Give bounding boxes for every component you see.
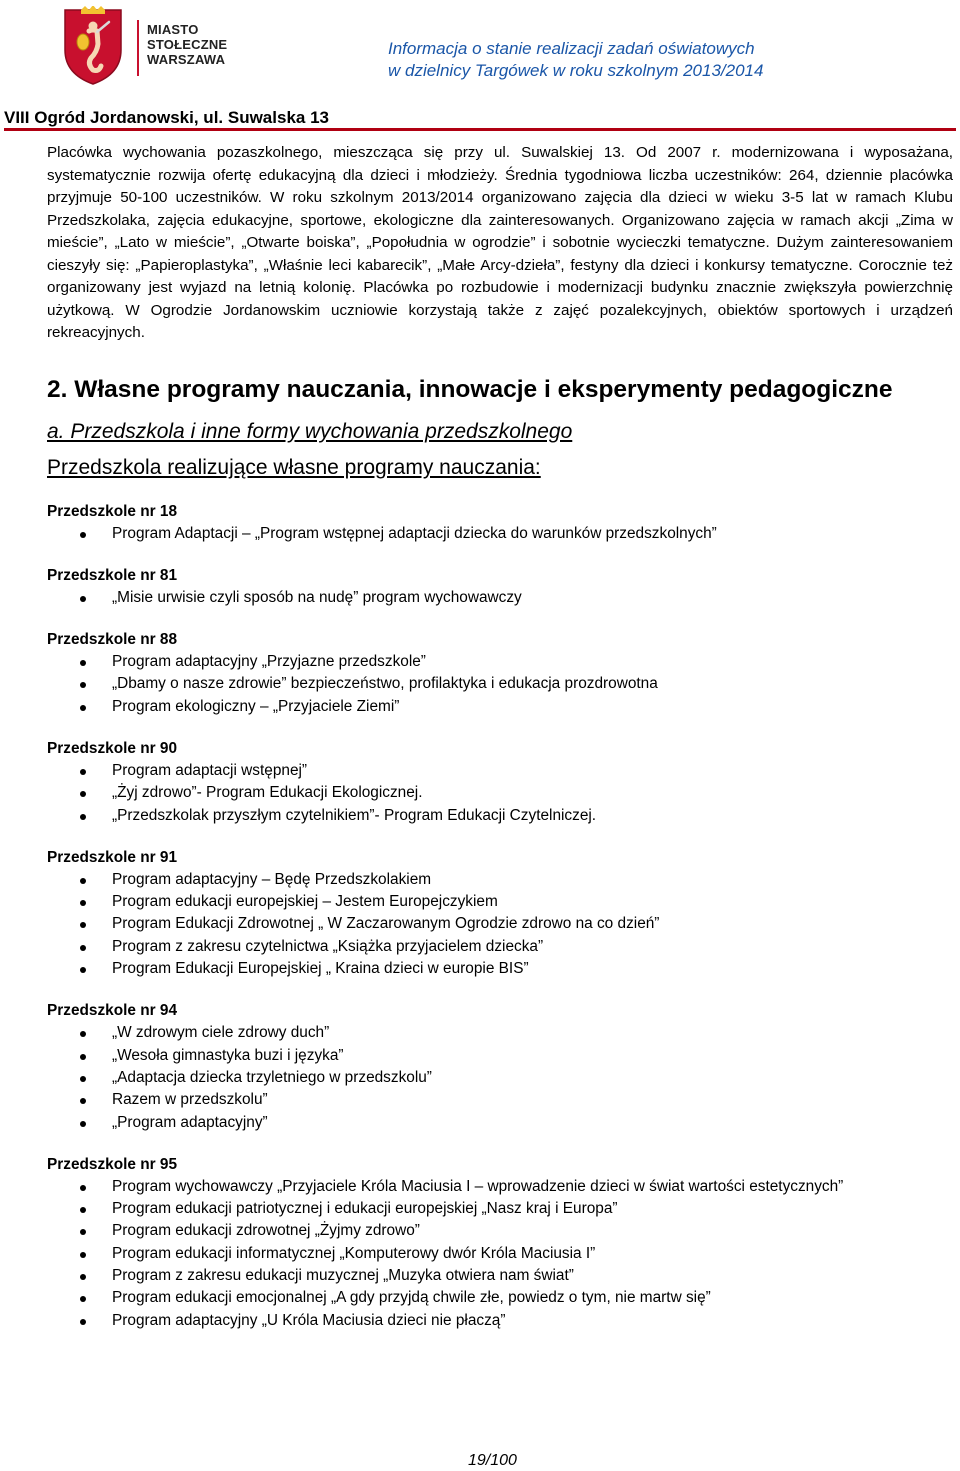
program-item xyxy=(47,651,953,673)
bullet-icon xyxy=(80,1031,86,1037)
program-list xyxy=(47,587,953,609)
program-text: Program Edukacji Europejskiej „ Kraina dzieci w europie BIS” xyxy=(112,960,529,978)
program-list xyxy=(47,1176,953,1332)
program-text: Program edukacji zdrowotnej „Żyjmy zdrowo” xyxy=(112,1222,420,1240)
bullet-icon xyxy=(80,900,86,906)
program-text: „Dbamy o nasze zdrowie” bezpieczeństwo, profilaktyka i edukacja prozdrowotna xyxy=(112,675,658,693)
bullet-icon xyxy=(80,922,86,928)
bullet-icon xyxy=(80,705,86,711)
program-item xyxy=(47,1089,953,1111)
program-item xyxy=(47,1198,953,1220)
kindergarten-name: Przedszkole nr 95 xyxy=(47,1155,178,1173)
program-text: Program edukacji patriotycznej i edukacji europejskiej „Nasz kraj i Europa” xyxy=(112,1200,618,1218)
bullet-icon xyxy=(80,596,86,602)
program-text: „W zdrowym ciele zdrowy duch” xyxy=(112,1024,330,1042)
kindergarten-section xyxy=(47,1000,953,1133)
programs-subheading: Przedszkola realizujące własne programy nauczania: xyxy=(47,455,541,479)
program-item xyxy=(47,869,953,891)
kindergarten-name: Przedszkole nr 88 xyxy=(47,631,178,649)
bullet-icon xyxy=(80,682,86,688)
program-item xyxy=(47,1112,953,1134)
intro-paragraph: Placówka wychowania pozaszkolnego, mieszcząca się przy ul. Suwalskiej 13. Od 2007 r. modernizowana i wyposażana, systematycznie rozwija ofertę edukacyjną dla dzieci i młodzieży. Średnia tygodniowa liczba uczestników: 264, dziennie placówka przyjmuje 50-100 uczestników. W roku szkolnym 2013/2014 organizowano zajęcia dla dzieci w wieku 3-5 lat w ramach Klubu Przedszkolaka, zajęcia edukacyjne, sportowe, ekologiczne dla zainteresowanych. Organizowano zajęcia w ramach akcji „Zima w mieście”, „Lato w mieście”, „Otwarte boiska”, „Popołudnia w ogrodzie” i sobotnie wycieczki tematyczne. Dużym zainteresowaniem cieszyły się: „Papieroplastyka”, „Właśnie leci kabarecik”, „Małe Arcy-dzieła”, festyny dla dzieci i konkursy tematyczne. Corocznie też organizowany jest wyjazd na letnią kolonię. Placówka po rozbudowie i modernizacji budynku znacznie zwiększyła powierzchnię użytkową. W Ogrodzie Jordanowskim uczniowie korzystają także z zajęć pozalekcyjnych, obiektów sportowych i urządzeń rekreacyjnych. xyxy=(47,144,953,341)
program-text: „Żyj zdrowo”- Program Edukacji Ekologicznej. xyxy=(112,784,423,802)
program-item xyxy=(47,1243,953,1265)
bullet-icon xyxy=(80,1185,86,1191)
program-item xyxy=(47,1310,953,1332)
program-text: Program adaptacyjny – Będę Przedszkolakiem xyxy=(112,870,432,888)
program-text: Program edukacji europejskiej – Jestem Europejczykiem xyxy=(112,893,498,911)
subsection-a-title: a. Przedszkola i inne formy wychowania przedszkolnego xyxy=(47,419,573,443)
program-item xyxy=(47,913,953,935)
header-divider xyxy=(4,128,956,131)
program-item xyxy=(47,782,953,804)
bullet-icon xyxy=(80,967,86,973)
program-text: Program adaptacyjny „U Króla Maciusia dzieci nie płaczą” xyxy=(112,1311,506,1329)
kindergarten-section xyxy=(47,501,953,545)
kindergarten-section xyxy=(47,1154,953,1332)
program-item xyxy=(47,958,953,980)
program-item xyxy=(47,1176,953,1198)
bullet-icon xyxy=(80,1229,86,1235)
program-text: Program ekologiczny – „Przyjaciele Ziemi” xyxy=(112,697,400,715)
program-list xyxy=(47,651,953,718)
kindergarten-list xyxy=(47,501,953,1332)
program-item xyxy=(47,760,953,782)
bullet-icon xyxy=(80,791,86,797)
program-list xyxy=(47,1022,953,1133)
bullet-icon xyxy=(80,1296,86,1302)
program-text: „Przedszkolak przyszłym czytelnikiem”- Program Edukacji Czytelniczej. xyxy=(112,806,597,824)
program-item xyxy=(47,1220,953,1242)
program-text: „Misie urwisie czyli sposób na nudę” program wychowawczy xyxy=(112,588,522,606)
program-text: „Adaptacja dziecka trzyletniego w przedszkolu” xyxy=(112,1068,432,1086)
bullet-icon xyxy=(80,945,86,951)
report-title-line-2: w dzielnicy Targówek w roku szkolnym 2013/2014 xyxy=(388,61,764,80)
report-title xyxy=(388,38,948,82)
program-text: Program z zakresu czytelnictwa „Książka przyjacielem dziecka” xyxy=(112,937,544,955)
bullet-icon xyxy=(80,1098,86,1104)
section-2-title: 2. Własne programy nauczania, innowacje i eksperymenty pedagogiczne xyxy=(47,375,893,403)
bullet-icon xyxy=(80,1252,86,1258)
program-list xyxy=(47,523,953,545)
program-item xyxy=(47,1045,953,1067)
page-content xyxy=(47,142,953,1332)
program-text: Program edukacji emocjonalnej „A gdy przyjdą chwile złe, powiedz o tym, nie martw się” xyxy=(112,1289,711,1307)
page-number: 19/100 xyxy=(468,1452,517,1469)
program-item xyxy=(47,891,953,913)
bullet-icon xyxy=(80,1274,86,1280)
city-name-line-2: STOŁECZNE xyxy=(147,37,228,52)
bullet-icon xyxy=(80,769,86,775)
kindergarten-name: Przedszkole nr 81 xyxy=(47,566,178,584)
program-text: Program adaptacji wstępnej” xyxy=(112,761,308,779)
bullet-icon xyxy=(80,1054,86,1060)
city-name-line-1: MIASTO xyxy=(147,22,199,37)
section-heading: VIII Ogród Jordanowski, ul. Suwalska 13 xyxy=(4,108,329,127)
bullet-icon xyxy=(80,814,86,820)
program-text: Program Edukacji Zdrowotnej „ W Zaczarowanym Ogrodzie zdrowo na co dzień” xyxy=(112,915,660,933)
program-item xyxy=(47,805,953,827)
kindergarten-section xyxy=(47,738,953,827)
program-text: „Wesoła gimnastyka buzi i języka” xyxy=(112,1046,344,1064)
bullet-icon xyxy=(80,1076,86,1082)
program-item xyxy=(47,523,953,545)
program-text: Program Adaptacji – „Program wstępnej adaptacji dziecka do warunków przedszkolnych” xyxy=(112,524,717,542)
city-name-line-3: WARSZAWA xyxy=(147,52,226,67)
bullet-icon xyxy=(80,1121,86,1127)
kindergarten-section xyxy=(47,847,953,980)
kindergarten-name: Przedszkole nr 94 xyxy=(47,1002,178,1020)
program-list xyxy=(47,760,953,827)
program-item xyxy=(47,1067,953,1089)
bullet-icon xyxy=(80,878,86,884)
kindergarten-name: Przedszkole nr 90 xyxy=(47,739,178,757)
program-text: Program adaptacyjny „Przyjazne przedszkole” xyxy=(112,653,426,671)
program-item xyxy=(47,587,953,609)
program-text: „Program adaptacyjny” xyxy=(112,1113,268,1131)
program-item xyxy=(47,936,953,958)
bullet-icon xyxy=(80,532,86,538)
program-item xyxy=(47,673,953,695)
program-item xyxy=(47,1265,953,1287)
program-item xyxy=(47,696,953,718)
program-text: Razem w przedszkolu” xyxy=(112,1091,268,1109)
program-list xyxy=(47,869,953,980)
kindergarten-section xyxy=(47,565,953,609)
city-name xyxy=(147,22,237,67)
program-text: Program z zakresu edukacji muzycznej „Muzyka otwiera nam świat” xyxy=(112,1267,574,1285)
kindergarten-section xyxy=(47,629,953,718)
program-text: Program edukacji informatycznej „Komputerowy dwór Króla Maciusia I” xyxy=(112,1244,596,1262)
bullet-icon xyxy=(80,1319,86,1325)
bullet-icon xyxy=(80,660,86,666)
kindergarten-name: Przedszkole nr 91 xyxy=(47,848,178,866)
report-title-line-1: Informacja o stanie realizacji zadań oświatowych xyxy=(388,39,755,58)
program-text: Program wychowawczy „Przyjaciele Króla Maciusia I – wprowadzenie dzieci w świat wartości estetycznych” xyxy=(112,1177,844,1195)
bullet-icon xyxy=(80,1207,86,1213)
program-item xyxy=(47,1287,953,1309)
page-header xyxy=(0,0,960,127)
kindergarten-name: Przedszkole nr 18 xyxy=(47,502,178,520)
program-item xyxy=(47,1022,953,1044)
